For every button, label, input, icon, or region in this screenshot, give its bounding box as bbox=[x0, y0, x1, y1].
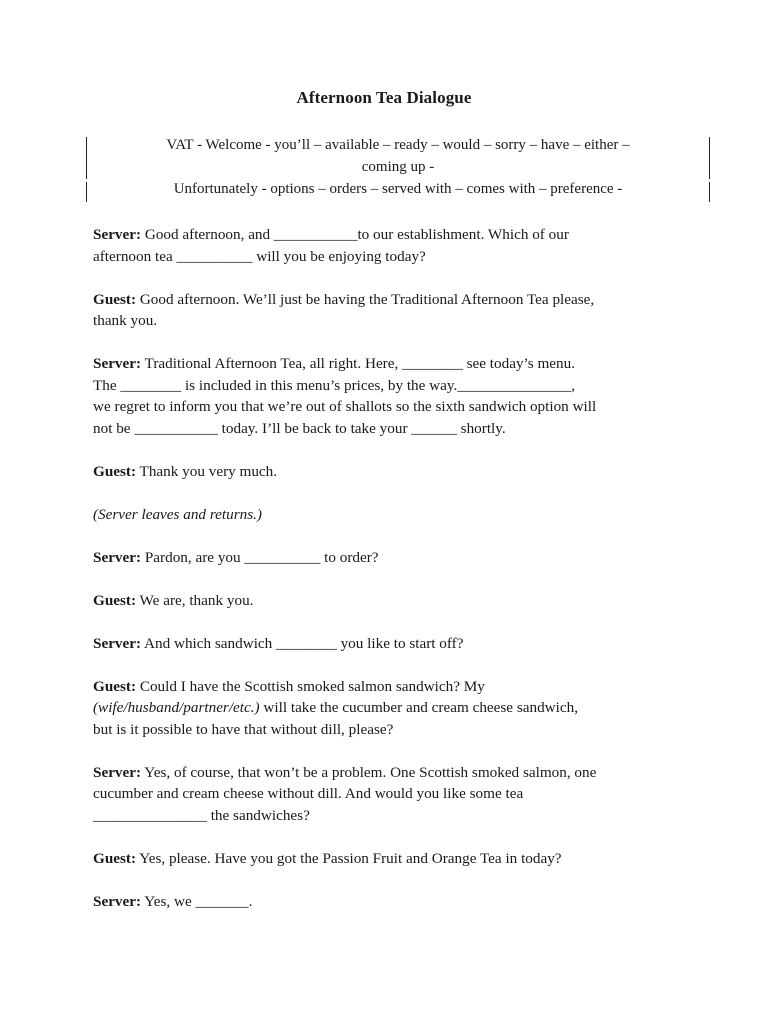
speaker-label: Server: bbox=[93, 226, 142, 243]
dialogue-text: Yes, of course, that won’t be a problem. One Scottish smoked salmon, one bbox=[141, 763, 597, 781]
word-bank-line: VAT - Welcome - you’ll – available – ready – would – sorry – have – either – bbox=[166, 137, 630, 153]
dialogue-turn bbox=[93, 289, 693, 332]
dialogue-line bbox=[93, 590, 693, 612]
speaker-label: Server: bbox=[93, 634, 142, 652]
word-bank-right-border bbox=[709, 137, 710, 179]
word-bank-line: Unfortunately - options – orders – served with – comes with – preference - bbox=[173, 181, 623, 197]
dialogue-line bbox=[93, 224, 693, 246]
dialogue-line bbox=[93, 246, 693, 268]
dialogue-text: Could I have the Scottish smoked salmon sandwich? My bbox=[136, 677, 485, 695]
dialogue-turn bbox=[93, 224, 693, 267]
dialogue-turn bbox=[93, 353, 693, 439]
dialogue-text: Yes, please. Have you got the Passion Fruit and Orange Tea in today? bbox=[136, 849, 562, 867]
dialogue-line bbox=[93, 805, 693, 827]
dialogue-line bbox=[93, 418, 693, 440]
dialogue-text: Good afternoon. We’ll just be having the Traditional Afternoon Tea please, bbox=[136, 290, 595, 308]
word-bank-right-border bbox=[709, 182, 710, 202]
dialogue-line bbox=[93, 697, 693, 719]
speaker-label: Server: bbox=[93, 892, 142, 910]
speaker-label: Guest: bbox=[93, 849, 137, 867]
speaker-label: Guest: bbox=[93, 591, 137, 609]
dialogue-line bbox=[93, 375, 693, 397]
dialogue-text-rest: will take the cucumber and cream cheese sandwich, bbox=[259, 699, 578, 716]
speaker-label: Guest: bbox=[93, 290, 137, 308]
speaker-label: Server: bbox=[93, 355, 142, 372]
dialogue-text: not be ___________ today. I’ll be back to take your ______ shortly. bbox=[93, 419, 506, 437]
dialogue-text: we regret to inform you that we’re out of shallots so the sixth sandwich option will bbox=[93, 398, 597, 415]
word-bank bbox=[86, 134, 710, 204]
speaker-label: Guest: bbox=[93, 462, 137, 480]
dialogue-text: _______________ the sandwiches? bbox=[93, 806, 310, 824]
dialogue-turn bbox=[93, 590, 693, 612]
dialogue-turn bbox=[93, 461, 693, 483]
dialogue-text: but is it possible to have that without dill, please? bbox=[93, 720, 394, 738]
dialogue-text: Traditional Afternoon Tea, all right. Here, ________ see today’s menu. bbox=[141, 355, 576, 372]
word-bank-left-border bbox=[86, 137, 87, 179]
dialogue-line bbox=[93, 783, 693, 805]
dialogue-text: Pardon, are you __________ to order? bbox=[141, 548, 379, 566]
dialogue-text: afternoon tea __________ will you be enjoying today? bbox=[93, 247, 426, 265]
document-title: Afternoon Tea Dialogue bbox=[296, 88, 472, 107]
dialogue-text: cucumber and cream cheese without dill. And would you like some tea bbox=[93, 785, 524, 802]
dialogue-line bbox=[93, 353, 693, 375]
speaker-label: Server: bbox=[93, 548, 142, 566]
dialogue-line bbox=[93, 891, 693, 913]
dialogue-text: thank you. bbox=[93, 312, 158, 329]
stage-direction bbox=[93, 504, 693, 526]
dialogue-text: Good afternoon, and ___________to our establishment. Which of our bbox=[141, 226, 569, 243]
dialogue-text: Yes, we _______. bbox=[141, 892, 253, 910]
dialogue-turn bbox=[93, 676, 693, 741]
word-bank-line: coming up - bbox=[361, 159, 435, 175]
dialogue bbox=[93, 224, 693, 934]
dialogue-line bbox=[93, 848, 693, 870]
dialogue-text: And which sandwich ________ you like to start off? bbox=[141, 634, 464, 652]
dialogue-turn bbox=[93, 633, 693, 655]
dialogue-line bbox=[93, 547, 693, 569]
dialogue-turn bbox=[93, 848, 693, 870]
stage-direction-text: (Server leaves and returns.) bbox=[93, 505, 262, 523]
dialogue-line bbox=[93, 676, 693, 698]
dialogue-line bbox=[93, 289, 693, 311]
dialogue-line bbox=[93, 719, 693, 741]
dialogue-line bbox=[93, 310, 693, 332]
word-bank-left-border bbox=[86, 182, 87, 202]
dialogue-text bbox=[93, 699, 578, 716]
dialogue-line bbox=[93, 461, 693, 483]
dialogue-text: Thank you very much. bbox=[136, 462, 278, 480]
italic-parenthetical: (wife/husband/partner/etc.) bbox=[93, 699, 260, 716]
dialogue-line bbox=[93, 762, 693, 784]
speaker-label: Server: bbox=[93, 763, 142, 781]
dialogue-line bbox=[93, 633, 693, 655]
speaker-label: Guest: bbox=[93, 677, 137, 695]
dialogue-line bbox=[93, 396, 693, 418]
dialogue-text: We are, thank you. bbox=[136, 591, 254, 609]
dialogue-turn bbox=[93, 762, 693, 827]
dialogue-turn bbox=[93, 547, 693, 569]
dialogue-text: The ________ is included in this menu’s prices, by the way._______________, bbox=[93, 376, 576, 394]
dialogue-turn bbox=[93, 891, 693, 913]
